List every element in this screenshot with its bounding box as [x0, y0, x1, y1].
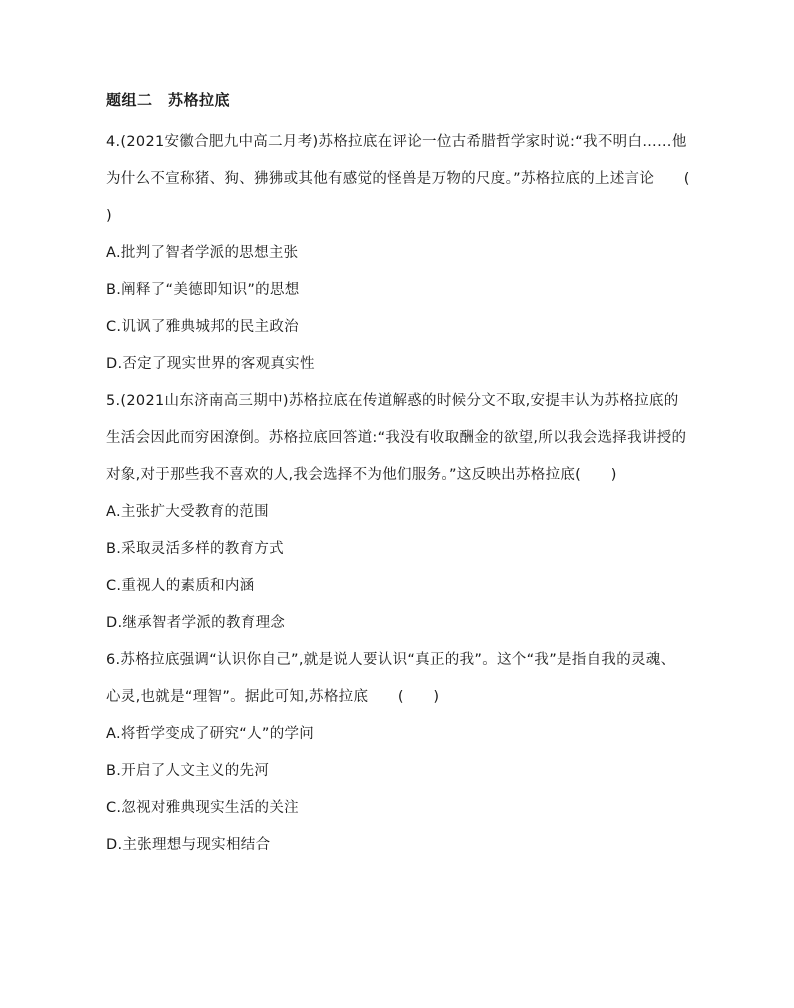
- question-4-option-c: C.讥讽了雅典城邦的民主政治: [106, 319, 299, 335]
- question-5-stem: 5.(2021山东济南高三期中)苏格拉底在传道解惑的时候分文不取,安提丰认为苏格拉底的生活会因此而穷困潦倒。苏格拉底回答道:“我没有收取酬金的欲望,所以我会选择我讲授的对象,对于那些我不喜欢的人,我会选择不为他们服务。”这反映出苏格拉底( ): [106, 393, 687, 483]
- question-4-option-b: B.阐释了“美德即知识”的思想: [106, 282, 300, 298]
- question-6: [106, 642, 690, 864]
- question-6-stem: 6.苏格拉底强调“认识你自己”,就是说人要认识“真正的我”。这个“我”是指自我的灵魂、心灵,也就是“理智”。据此可知,苏格拉底 ( ): [106, 652, 676, 705]
- question-5-option-c: C.重视人的素质和内涵: [106, 578, 255, 594]
- question-6-option-d: D.主张理想与现实相结合: [106, 837, 271, 853]
- question-4-stem: 4.(2021安徽合肥九中高二月考)苏格拉底在评论一位古希腊哲学家时说:“我不明白……他为什么不宣称猪、狗、狒狒或其他有感觉的怪兽是万物的尺度。”苏格拉底的上述言论 ( ): [106, 134, 720, 224]
- section-title: 题组二 苏格拉底: [106, 91, 231, 109]
- question-5: [106, 383, 690, 642]
- question-5-option-b: B.采取灵活多样的教育方式: [106, 541, 284, 557]
- question-4-option-a: A.批判了智者学派的思想主张: [106, 245, 299, 261]
- question-5-option-a: A.主张扩大受教育的范围: [106, 504, 269, 520]
- worksheet-page: [106, 88, 720, 864]
- question-4: [106, 124, 720, 383]
- question-6-option-c: C.忽视对雅典现实生活的关注: [106, 800, 299, 816]
- question-6-option-b: B.开启了人文主义的先河: [106, 763, 270, 779]
- question-5-option-d: D.继承智者学派的教育理念: [106, 615, 286, 631]
- question-6-option-a: A.将哲学变成了研究“人”的学问: [106, 726, 315, 742]
- question-4-option-d: D.否定了现实世界的客观真实性: [106, 356, 315, 372]
